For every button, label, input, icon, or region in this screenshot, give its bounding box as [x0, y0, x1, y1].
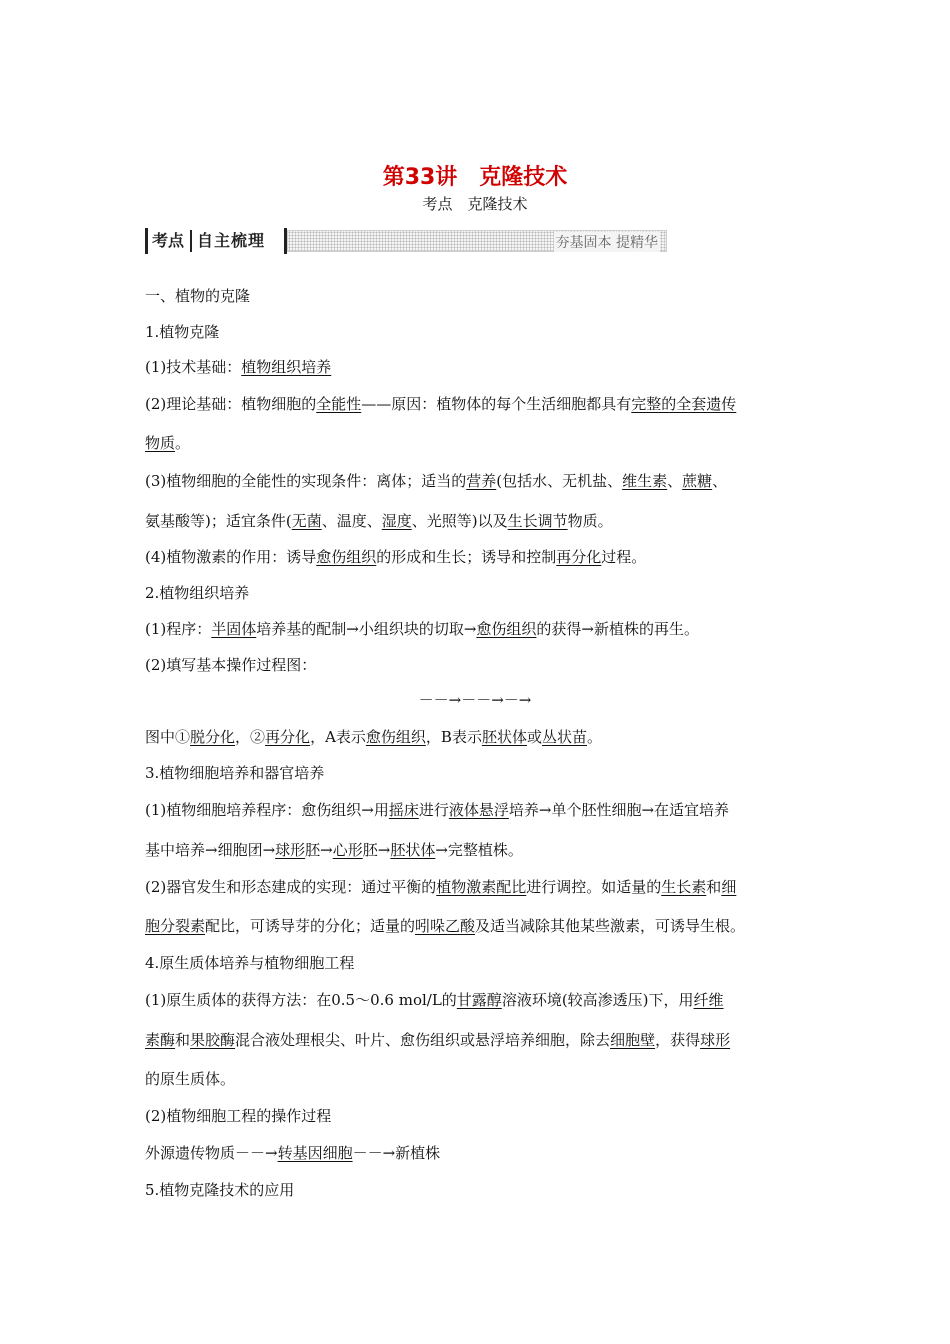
text-line: 素酶和果胶酶混合液处理根尖、叶片、愈伤组织或悬浮培养细胞，除去细胞壁，获得球形 [145, 1031, 731, 1049]
text-line: (3)植物细胞的全能性的实现条件：离体；适当的营养(包括水、无机盐、维生素、蔗糖、 [145, 472, 728, 490]
subsection-heading: 5.植物克隆技术的应用 [145, 1181, 295, 1199]
text-line: 物质。 [145, 434, 191, 452]
text-line: 图中①脱分化，②再分化，A表示愈伤组织，B表示胚状体或丛状苗。 [145, 728, 603, 746]
text-line: 基中培养→细胞团→球形胚→心形胚→胚状体→完整植株。 [145, 841, 523, 859]
text-line: (1)程序：半固体培养基的配制→小组织块的切取→愈伤组织的获得→新植株的再生。 [145, 620, 699, 638]
text-line: 外源遗传物质－－→转基因细胞－－→新植株 [145, 1144, 441, 1162]
subsection-heading: 3.植物细胞培养和器官培养 [145, 764, 325, 782]
text-line: (2)植物细胞工程的操作过程 [145, 1107, 332, 1125]
text-line: 氨基酸等)；适宜条件(无菌、温度、湿度、光照等)以及生长调节物质。 [145, 512, 613, 530]
banner-tag-right: 自主梳理 [197, 231, 266, 250]
text-line: (4)植物激素的作用：诱导愈伤组织的形成和生长；诱导和控制再分化过程。 [145, 548, 647, 566]
text-line: (2)填写基本操作过程图： [145, 656, 317, 674]
banner-bar [287, 230, 667, 252]
text-line: (1)植物细胞培养程序：愈伤组织→用摇床进行液体悬浮培养→单个胚性细胞→在适宜培养 [145, 801, 730, 819]
page-subtitle: 考点 克隆技术 [422, 195, 528, 213]
text-line: (2)理论基础：植物细胞的全能性——原因：植物体的每个生活细胞都具有完整的全套遗传 [145, 395, 737, 413]
text-line: (1)技术基础：植物组织培养 [145, 358, 332, 376]
subsection-heading: 4.原生质体培养与植物细胞工程 [145, 954, 355, 972]
text-line: 的原生质体。 [145, 1070, 236, 1088]
banner-slogan: 夯基固本 提精华 [554, 232, 660, 252]
text-line: (1)原生质体的获得方法：在0.5～0.6 mol/L的甘露醇溶液环境(较高渗透压)下，用纤维 [145, 991, 724, 1009]
banner-tag [145, 228, 287, 254]
text-line: 胞分裂素配比，可诱导芽的分化；适量的吲哚乙酸及适当减除其他某些激素，可诱导生根。 [145, 917, 746, 935]
subsection-heading: 1.植物克隆 [145, 323, 220, 341]
page-title: 第33讲 克隆技术 [382, 165, 568, 190]
banner-tag-left: 考点 [148, 230, 192, 252]
section-heading: 一、植物的克隆 [145, 287, 251, 305]
text-line: (2)器官发生和形态建成的实现：通过平衡的植物激素配比进行调控。如适量的生长素和细 [145, 878, 737, 896]
process-diagram-arrows: －－→－－→－→ [418, 691, 532, 709]
subsection-heading: 2.植物组织培养 [145, 584, 250, 602]
section-banner [145, 228, 658, 256]
